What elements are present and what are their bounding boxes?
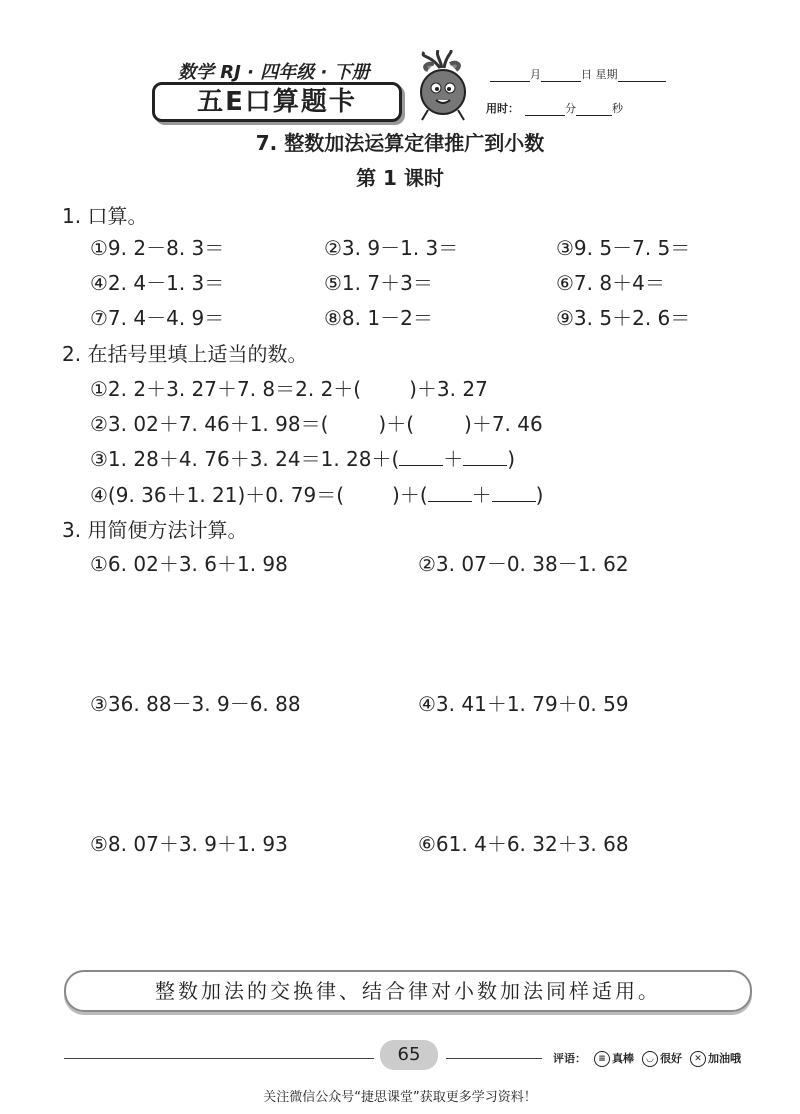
calc-item: ③36. 88－3. 9－6. 88: [90, 692, 301, 716]
day-blank[interactable]: [541, 81, 581, 82]
section2-heading: 2. 在括号里填上适当的数。: [62, 342, 308, 366]
expr-part: ②3. 02＋7. 46＋1. 98＝(: [90, 412, 329, 436]
minute-label: 分: [565, 102, 576, 115]
second-blank[interactable]: [576, 115, 612, 116]
expr-part: ): [507, 447, 516, 471]
answer-blank[interactable]: [492, 483, 536, 502]
answer-blank[interactable]: [428, 483, 472, 502]
week-label: 星期: [595, 68, 618, 81]
fill-item-3: [90, 443, 515, 472]
rating-label: 评语：: [553, 1052, 586, 1065]
month-label: 月: [530, 68, 541, 81]
section1-heading: 1. 口算。: [62, 204, 148, 228]
oral-item: ⑨3. 5＋2. 6＝: [556, 306, 691, 330]
divider: [64, 1058, 374, 1059]
footer-note: 关注微信公众号“捷思课堂”获取更多学习资料！: [263, 1090, 537, 1105]
expr-part: ＋: [443, 447, 464, 471]
oral-item: ③9. 5－7. 5＝: [556, 236, 691, 260]
expr-part: ③1. 28＋4. 76＋3. 24＝1. 28＋(: [90, 447, 400, 471]
rating-row: [553, 1050, 741, 1067]
answer-blank[interactable]: [463, 447, 507, 466]
fill-item-4: [90, 479, 543, 508]
rating-keep-going[interactable]: 加油哦: [708, 1052, 741, 1065]
time-line: [486, 100, 623, 116]
expr-part: ④(9. 36＋1. 21)＋0. 79＝(: [90, 483, 345, 507]
cheer-face-icon[interactable]: ✕: [690, 1051, 706, 1067]
calc-item: ④3. 41＋1. 79＋0. 59: [418, 692, 629, 716]
lesson-subtitle: 第 1 课时: [356, 166, 444, 190]
calc-item: ⑥61. 4＋6. 32＋3. 68: [418, 832, 629, 856]
divider: [446, 1058, 542, 1059]
radish-mascot-icon: [410, 50, 476, 122]
smile-face-icon[interactable]: ◡: [642, 1051, 658, 1067]
time-label: 用时：: [486, 102, 519, 115]
calc-item: ⑤8. 07＋3. 9＋1. 93: [90, 832, 288, 856]
subject-label: 数学 RJ · 四年级 · 下册: [178, 62, 370, 83]
grin-face-icon[interactable]: ≡: [594, 1051, 610, 1067]
oral-item: ⑥7. 8＋4＝: [556, 271, 665, 295]
week-blank[interactable]: [618, 81, 666, 82]
answer-blank[interactable]: [399, 447, 443, 466]
month-blank[interactable]: [490, 81, 530, 82]
date-line: [490, 66, 666, 82]
lesson-title: 7. 整数加法运算定律推广到小数: [255, 131, 545, 155]
oral-item: ④2. 4－1. 3＝: [90, 271, 225, 295]
expr-part: ①2. 2＋3. 27＋7. 8＝2. 2＋(: [90, 377, 362, 401]
expr-part: )＋7. 46: [464, 412, 543, 436]
expr-part: )＋3. 27: [409, 377, 488, 401]
expr-part: )＋(: [392, 483, 428, 507]
fill-item-2: [90, 408, 543, 437]
day-label: 日: [581, 68, 592, 81]
expr-part: ): [535, 483, 544, 507]
oral-item: ⑧8. 1－2＝: [324, 306, 433, 330]
minute-blank[interactable]: [525, 115, 565, 116]
expr-part: )＋(: [378, 412, 415, 436]
calc-item: ①6. 02＋3. 6＋1. 98: [90, 552, 288, 576]
oral-item: ②3. 9－1. 3＝: [324, 236, 459, 260]
rating-good[interactable]: 很好: [660, 1052, 682, 1065]
calc-item: ②3. 07－0. 38－1. 62: [418, 552, 629, 576]
section3-heading: 3. 用简便方法计算。: [62, 518, 248, 542]
fill-item-1: [90, 373, 488, 402]
oral-item: ⑦7. 4－4. 9＝: [90, 306, 225, 330]
banner-title: 五E口算题卡: [152, 82, 402, 122]
oral-item: ⑤1. 7＋3＝: [324, 271, 433, 295]
tip-box: 整数加法的交换律、结合律对小数加法同样适用。: [64, 970, 752, 1012]
second-label: 秒: [612, 102, 623, 115]
expr-part: ＋: [471, 483, 492, 507]
rating-great[interactable]: 真棒: [612, 1052, 634, 1065]
oral-item: ①9. 2－8. 3＝: [90, 236, 225, 260]
page-number: 65: [380, 1040, 438, 1070]
